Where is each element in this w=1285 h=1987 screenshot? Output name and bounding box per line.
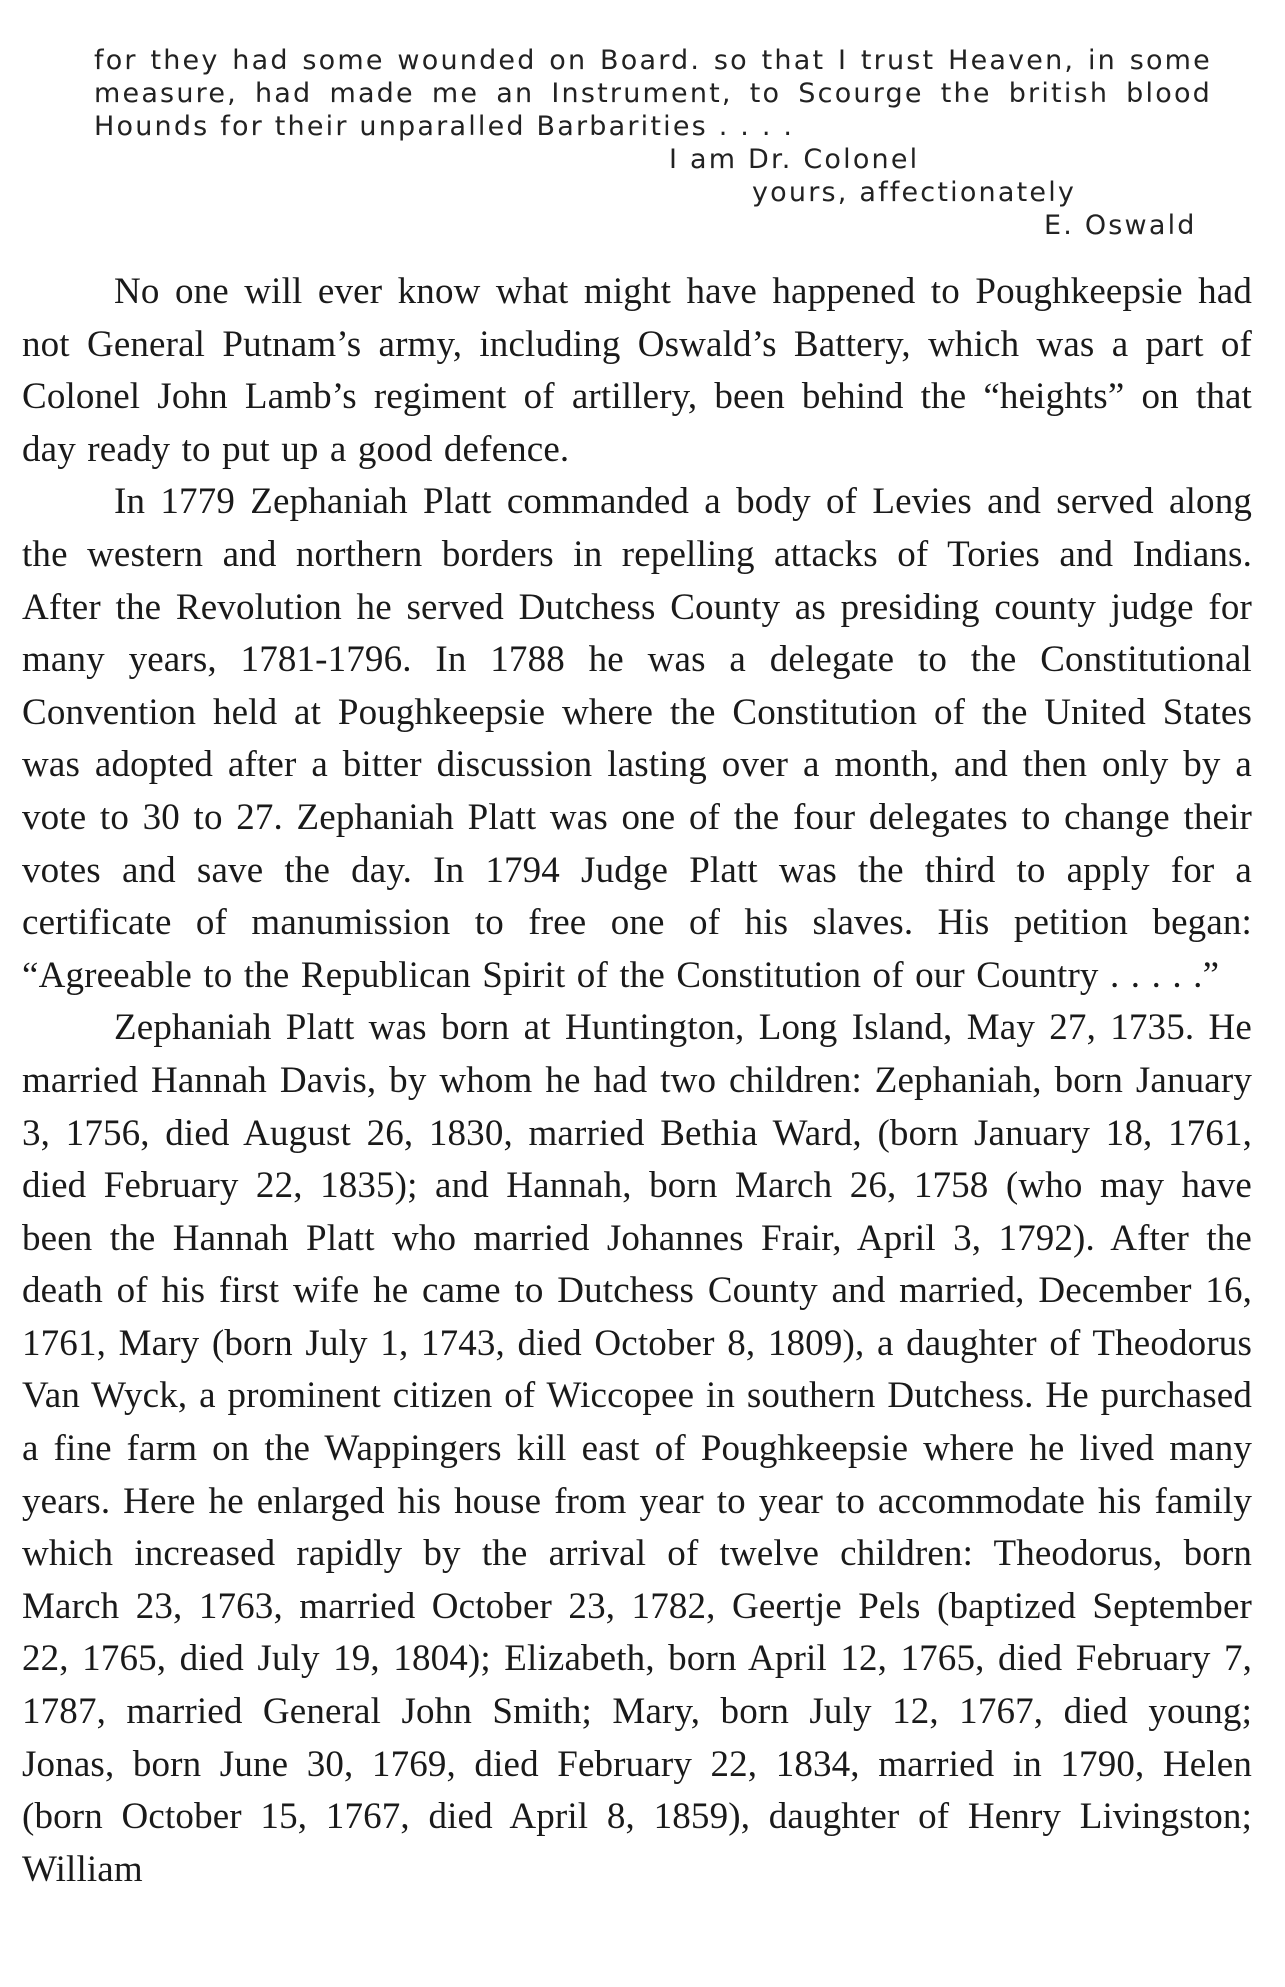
paragraph-platt-career: In 1779 Zephaniah Platt commanded a body of Levies and served along the western and northern borders in repelling attacks of Tories and Indians. After the Revolution he served Dutchess County as presiding county judge for many years, 1781-1796. In 1788 he was a delegate to the Constitutional Convention held at Poughkeepsie where the Constitution of the United States was adopted after a bitter discussion lasting over a month, and then only by a vote to 30 to 27. Zephaniah Platt was one of the four delegates to change their votes and save the day. In 1794 Judge Platt was the third to apply for a certificate of manumission to free one of his slaves. His petition began: “Agreeable to the Republican Spirit of the Constitution of our Country . . . . .” xyxy=(22,481,1252,996)
paragraph-platt-family: Zephaniah Platt was born at Huntington, Long Island, May 27, 1735. He married Hannah Davis, by whom he had two children: Zephaniah, born January 3, 1756, died August 26, 1830, married Bethia Ward, (born January 18, 1761, died February 22, 1835); and Hannah, born March 26, 1758 (who may have been the Hannah Platt who married Johannes Frair, April 3, 1792). After the death of his first wife he came to Dutchess County and married, December 16, 1761, Mary (born July 1, 1743, died October 8, 1809), a daughter of Theodorus Van Wyck, a prominent citizen of Wiccopee in southern Dutchess. He purchased a fine farm on the Wappingers kill east of Poughkeepsie where he lived many years. Here he enlarged his house from year to year to accommodate his family which increased rapidly by the arrival of twelve children: Theodorus, born March 23, 1763, married October 23, 1782, Geertje Pels (baptized September 22, 1765, died July 19, 1804); Elizabeth, born April 12, 1765, died February 7, 1787, married General John Smith; Mary, born July 12, 1767, died young; Jonas, born June 30, 1769, died February 22, 1834, married in 1790, Helen (born October 15, 1767, died April 8, 1859), daughter of Henry Livingston; William xyxy=(22,1007,1252,1890)
letter-closing xyxy=(94,143,1212,242)
letter-body: for they had some wounded on Board. so that I trust Heaven, in some measure, had made me an Instrument, to Scourge the british blood Hounds for their unparalled Barbarities . . . . xyxy=(94,45,1212,142)
letter-signature: E. Oswald xyxy=(1044,210,1197,241)
letter-excerpt xyxy=(94,44,1212,242)
body-text xyxy=(22,266,1252,1896)
paragraph-poughkeepsie: No one will ever know what might have happened to Poughkeepsie had not General Putnam’s army, including Oswald’s Battery, which was a part of Colonel John Lamb’s regiment of artillery, been behind the “heights” on that day ready to put up a good defence. xyxy=(22,271,1252,470)
closing-line-1: I am Dr. Colonel xyxy=(669,144,920,175)
closing-line-2: yours, affectionately xyxy=(752,177,1077,208)
document-page xyxy=(22,44,1252,1896)
